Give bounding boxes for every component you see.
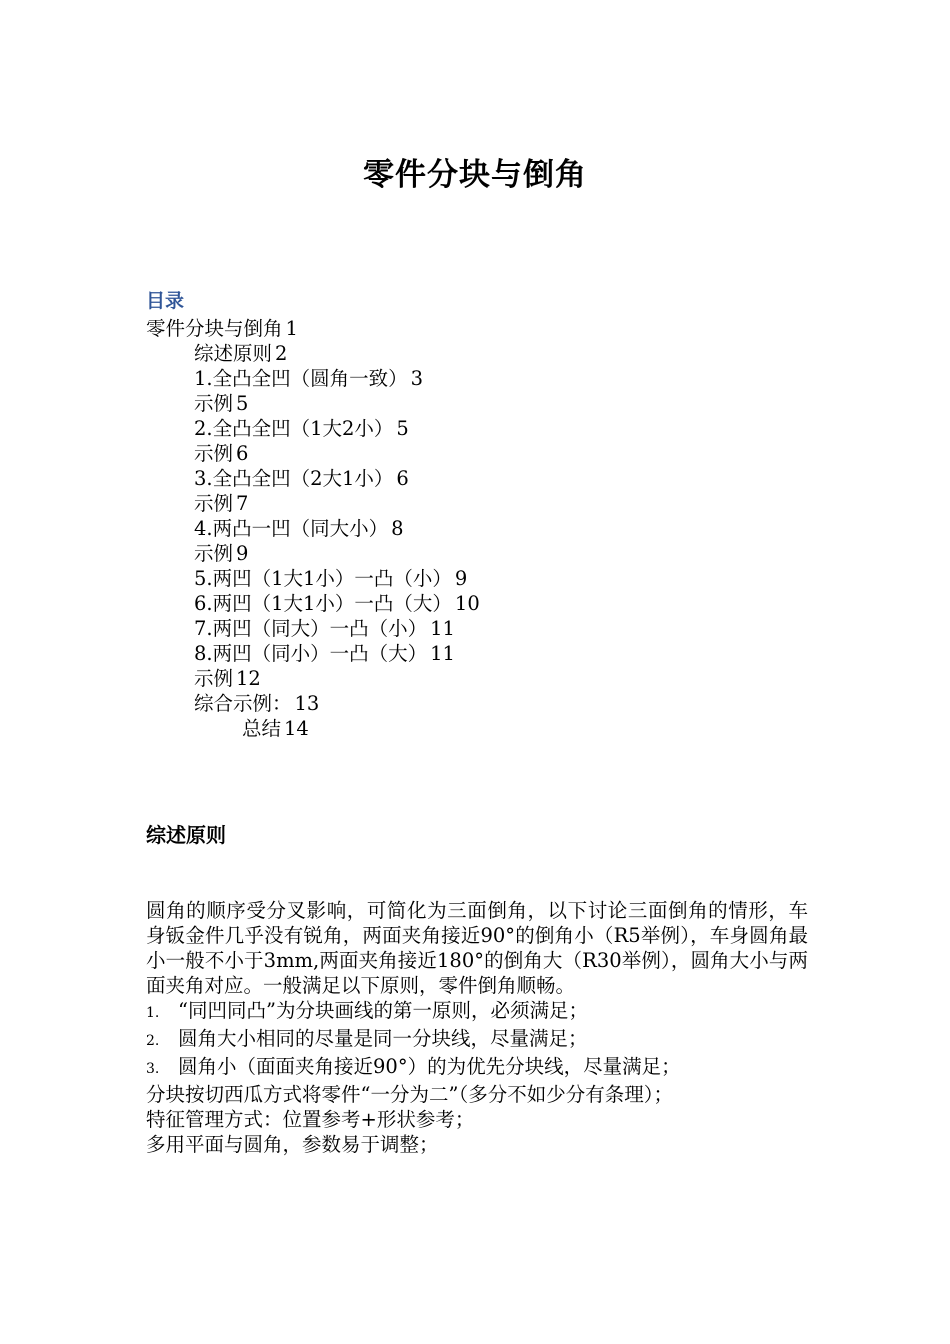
- toc-entry[interactable]: [146, 466, 480, 491]
- rule-number: 2.: [146, 1033, 160, 1049]
- toc-entry-page-number: 10: [454, 592, 480, 615]
- note-line: 多用平面与圆角，参数易于调整；: [146, 1133, 439, 1156]
- rule-number: 1.: [146, 1005, 160, 1021]
- toc-entry[interactable]: [146, 316, 480, 341]
- rules-list: [146, 998, 808, 1082]
- section-heading: 综述原则: [146, 823, 226, 847]
- toc-entry-page-number: 7: [236, 492, 249, 515]
- toc-entry-page-number: 9: [236, 542, 249, 565]
- toc-entry[interactable]: [146, 566, 480, 591]
- toc-entry-title: 示例: [194, 442, 234, 465]
- rule-item: [146, 998, 808, 1026]
- toc-entry-page-number: 1: [285, 317, 298, 340]
- toc-entry[interactable]: [146, 641, 480, 666]
- toc-entry-page-number: 13: [294, 692, 320, 715]
- toc-entry[interactable]: [146, 416, 480, 441]
- toc-entry-title: 3.全凸全凹（2大1小）: [194, 467, 394, 490]
- toc-entry[interactable]: [146, 666, 480, 691]
- toc-entry[interactable]: [146, 491, 480, 516]
- toc-entry-page-number: 6: [236, 442, 249, 465]
- toc-entry-title: 综合示例：: [194, 692, 292, 715]
- rule-item: [146, 1054, 808, 1082]
- intro-paragraph: 圆角的顺序受分叉影响，可简化为三面倒角，以下讨论三面倒角的情形，车身钣金件几乎没有锐角，两面夹角接近90°的倒角小（R5举例），车身圆角最小一般不小于3mm,两面夹角接近180°的倒角大（R30举例），圆角大小与两面夹角对应。一般满足以下原则，零件倒角顺畅。: [146, 899, 808, 997]
- toc-entry-page-number: 9: [454, 567, 468, 590]
- rule-number: 3.: [146, 1061, 160, 1077]
- toc-entry-title: 综述原则: [194, 342, 273, 365]
- toc-entry-page-number: 12: [236, 667, 261, 690]
- toc-entry-page-number: 14: [284, 717, 309, 740]
- toc-entry-page-number: 5: [396, 417, 409, 440]
- section-body: [146, 898, 808, 1157]
- toc-entry-page-number: 8: [391, 517, 404, 540]
- toc-entry-page-number: 5: [236, 392, 249, 415]
- toc-entry[interactable]: [146, 541, 480, 566]
- toc-entry-title: 示例: [194, 492, 234, 515]
- toc-entry-title: 6.两凹（1大1小）一凸（大）: [194, 592, 452, 615]
- rule-text: 圆角小（面面夹角接近90°）的为优先分块线，尽量满足；: [178, 1055, 681, 1078]
- toc-entry-title: 示例: [194, 667, 234, 690]
- toc-entry-title: 1.全凸全凹（圆角一致）: [194, 367, 408, 390]
- toc-entry-title: 零件分块与倒角: [146, 317, 283, 340]
- toc-entry[interactable]: [146, 441, 480, 466]
- toc-entry[interactable]: [146, 366, 480, 391]
- rule-item: [146, 1026, 808, 1054]
- toc-entry[interactable]: [146, 691, 480, 716]
- toc-entry-title: 2.全凸全凹（1大2小）: [194, 417, 394, 440]
- toc-entry-title: 7.两凹（同大）一凸（小）: [194, 617, 428, 640]
- document-title: 零件分块与倒角: [363, 157, 587, 193]
- rule-text: 圆角大小相同的尽量是同一分块线，尽量满足；: [178, 1027, 588, 1050]
- toc-entry[interactable]: [146, 341, 480, 366]
- toc-entry-title: 总结: [242, 717, 282, 740]
- toc-entry-title: 4.两凸一凹（同大小）: [194, 517, 389, 540]
- rule-text: “同凹同凸”为分块画线的第一原则，必须满足；: [178, 999, 588, 1022]
- toc-entry-title: 5.两凹（1大1小）一凸（小）: [194, 567, 452, 590]
- toc-entry-page-number: 2: [275, 342, 288, 365]
- toc-entry-title: 8.两凹（同小）一凸（大）: [194, 642, 428, 665]
- toc-entry[interactable]: [146, 716, 480, 741]
- toc-entry-page-number: 3: [410, 367, 424, 390]
- toc-heading: 目录: [146, 290, 185, 312]
- toc-entry-title: 示例: [194, 392, 234, 415]
- toc-entry[interactable]: [146, 516, 480, 541]
- toc-entry[interactable]: [146, 616, 480, 641]
- toc-entry-title: 示例: [194, 542, 234, 565]
- toc-entry-page-number: 11: [430, 617, 455, 640]
- toc-entry-page-number: 6: [396, 467, 409, 490]
- toc-entry[interactable]: [146, 391, 480, 416]
- table-of-contents: [146, 316, 480, 741]
- toc-entry-page-number: 11: [430, 642, 455, 665]
- notes-list: [146, 1082, 808, 1157]
- toc-entry[interactable]: [146, 591, 480, 616]
- note-line: 分块按切西瓜方式将零件“一分为二”（多分不如少分有条理）；: [146, 1083, 673, 1106]
- note-line: 特征管理方式：位置参考+形状参考；: [146, 1108, 475, 1131]
